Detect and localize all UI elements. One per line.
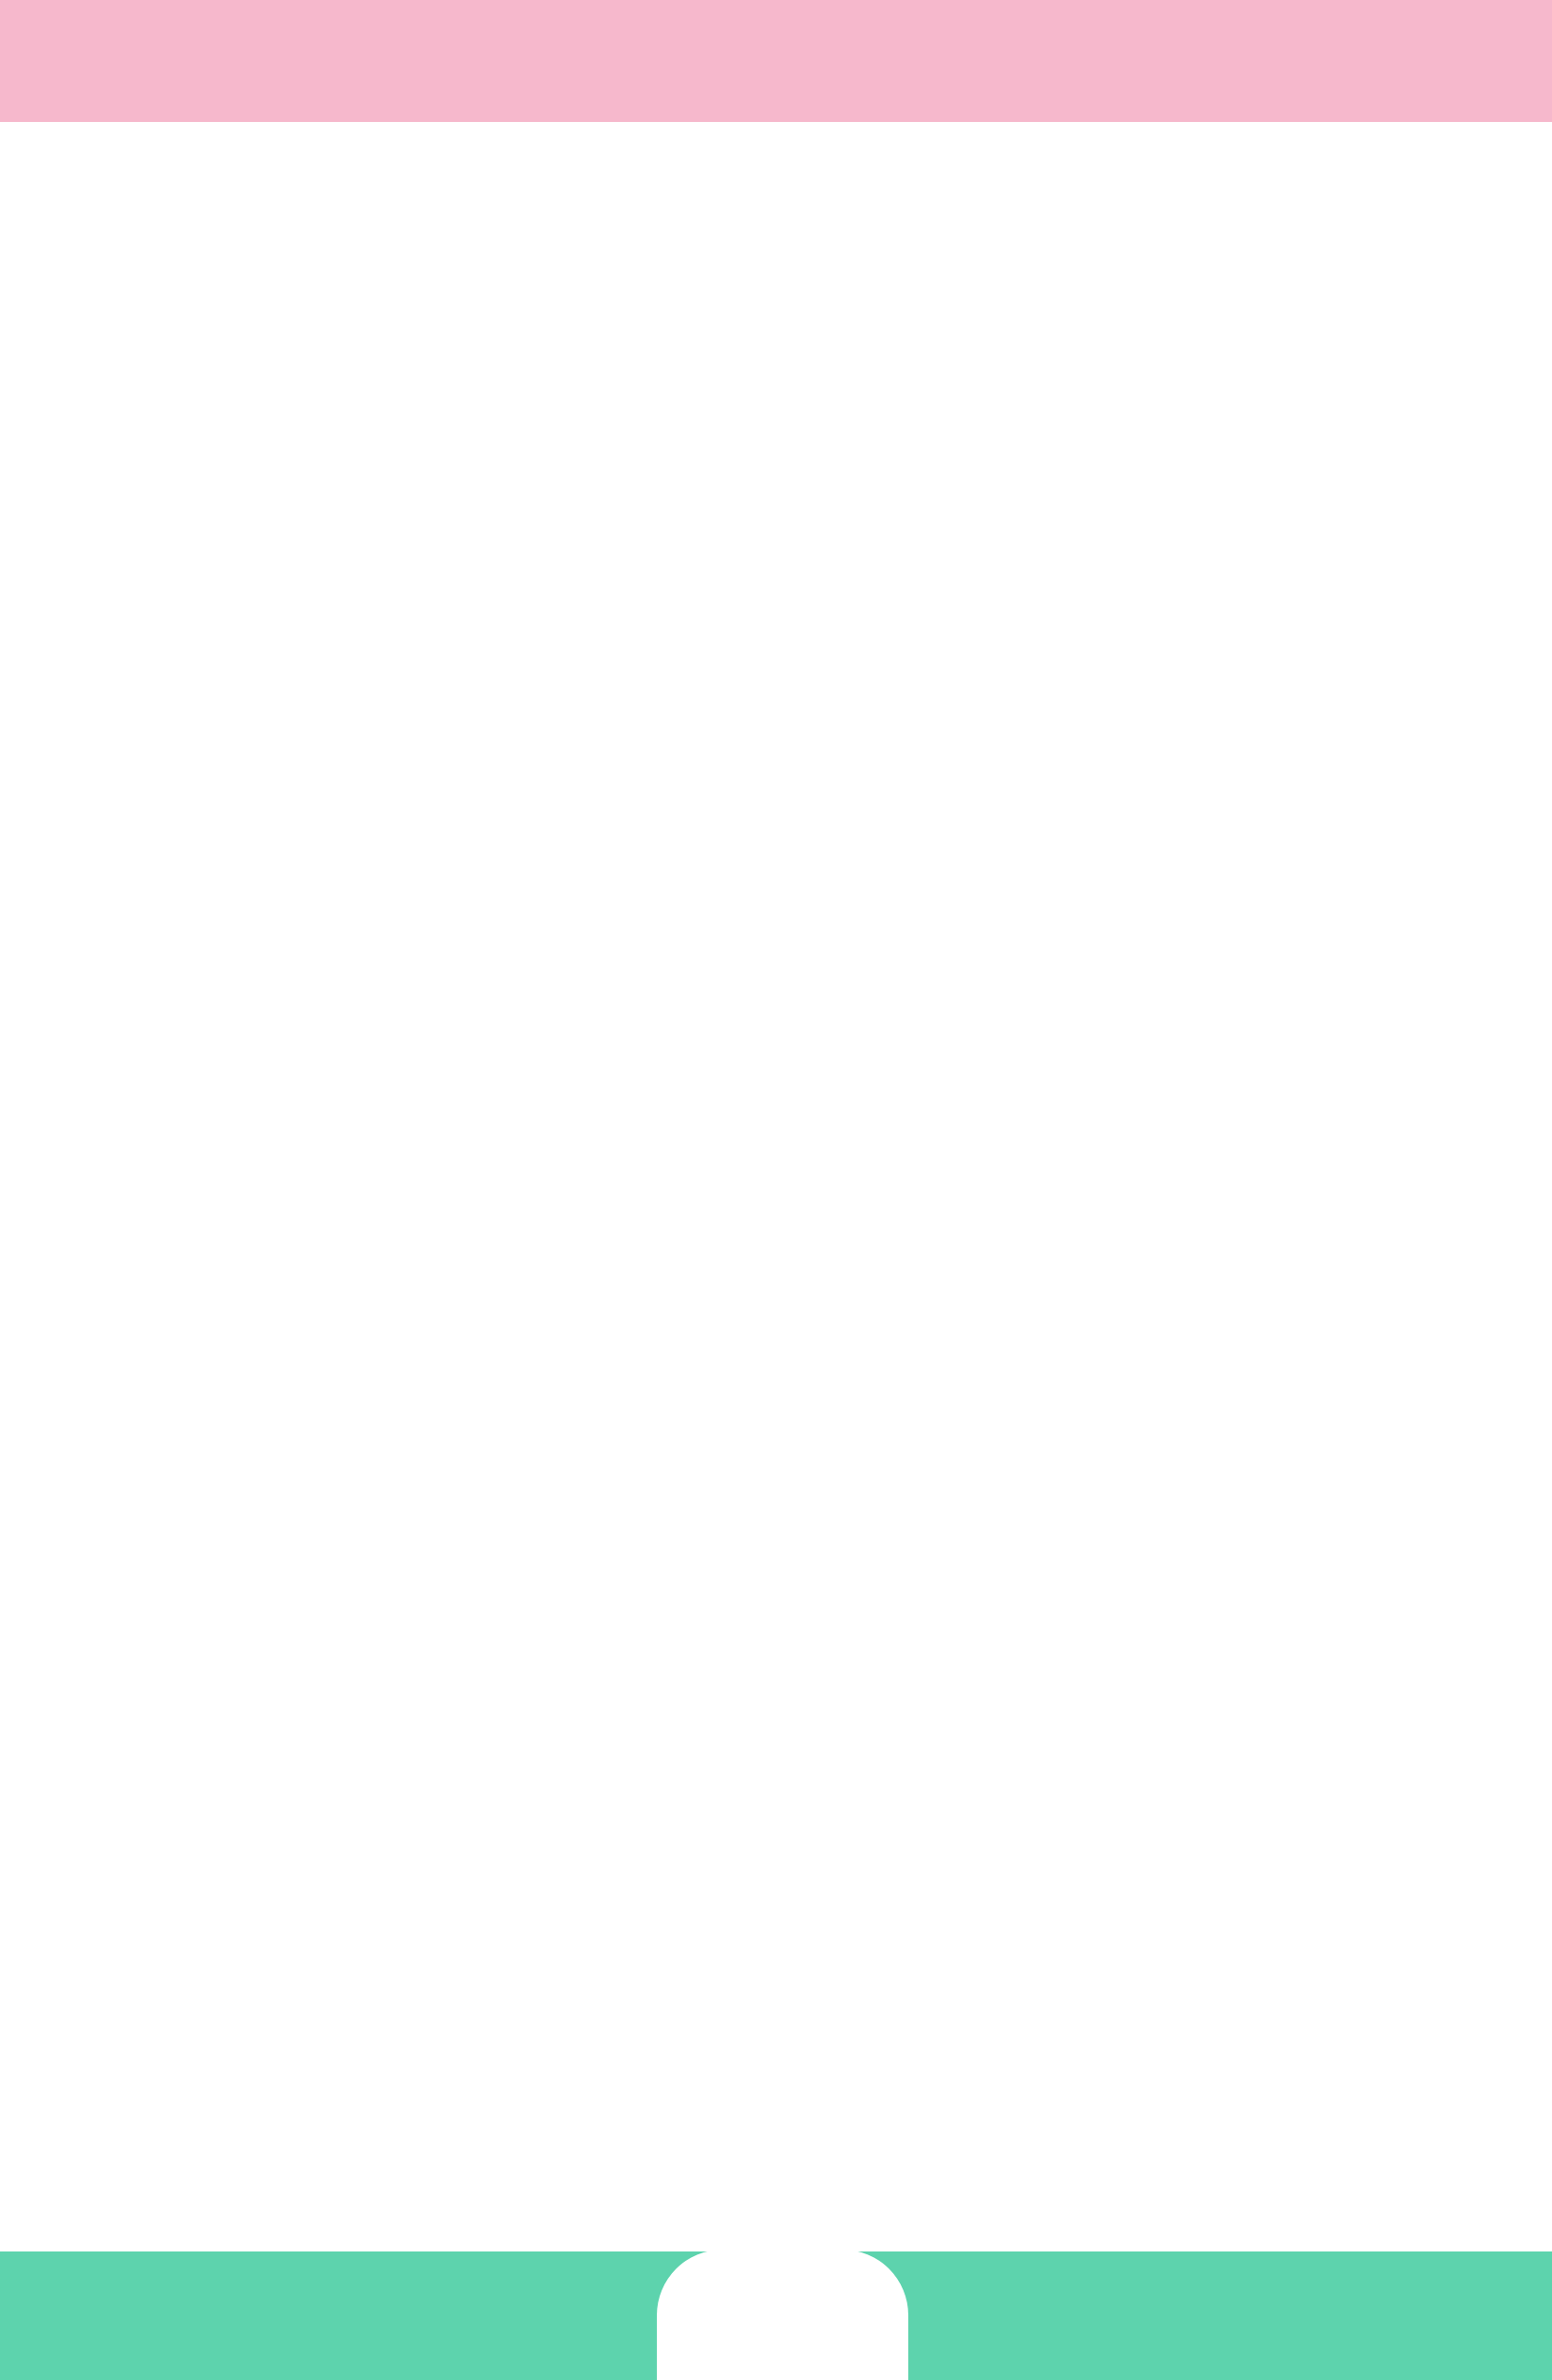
top-decorative-band — [0, 0, 1552, 141]
page-number-tab — [657, 2250, 908, 2380]
page-content — [167, 169, 1385, 530]
